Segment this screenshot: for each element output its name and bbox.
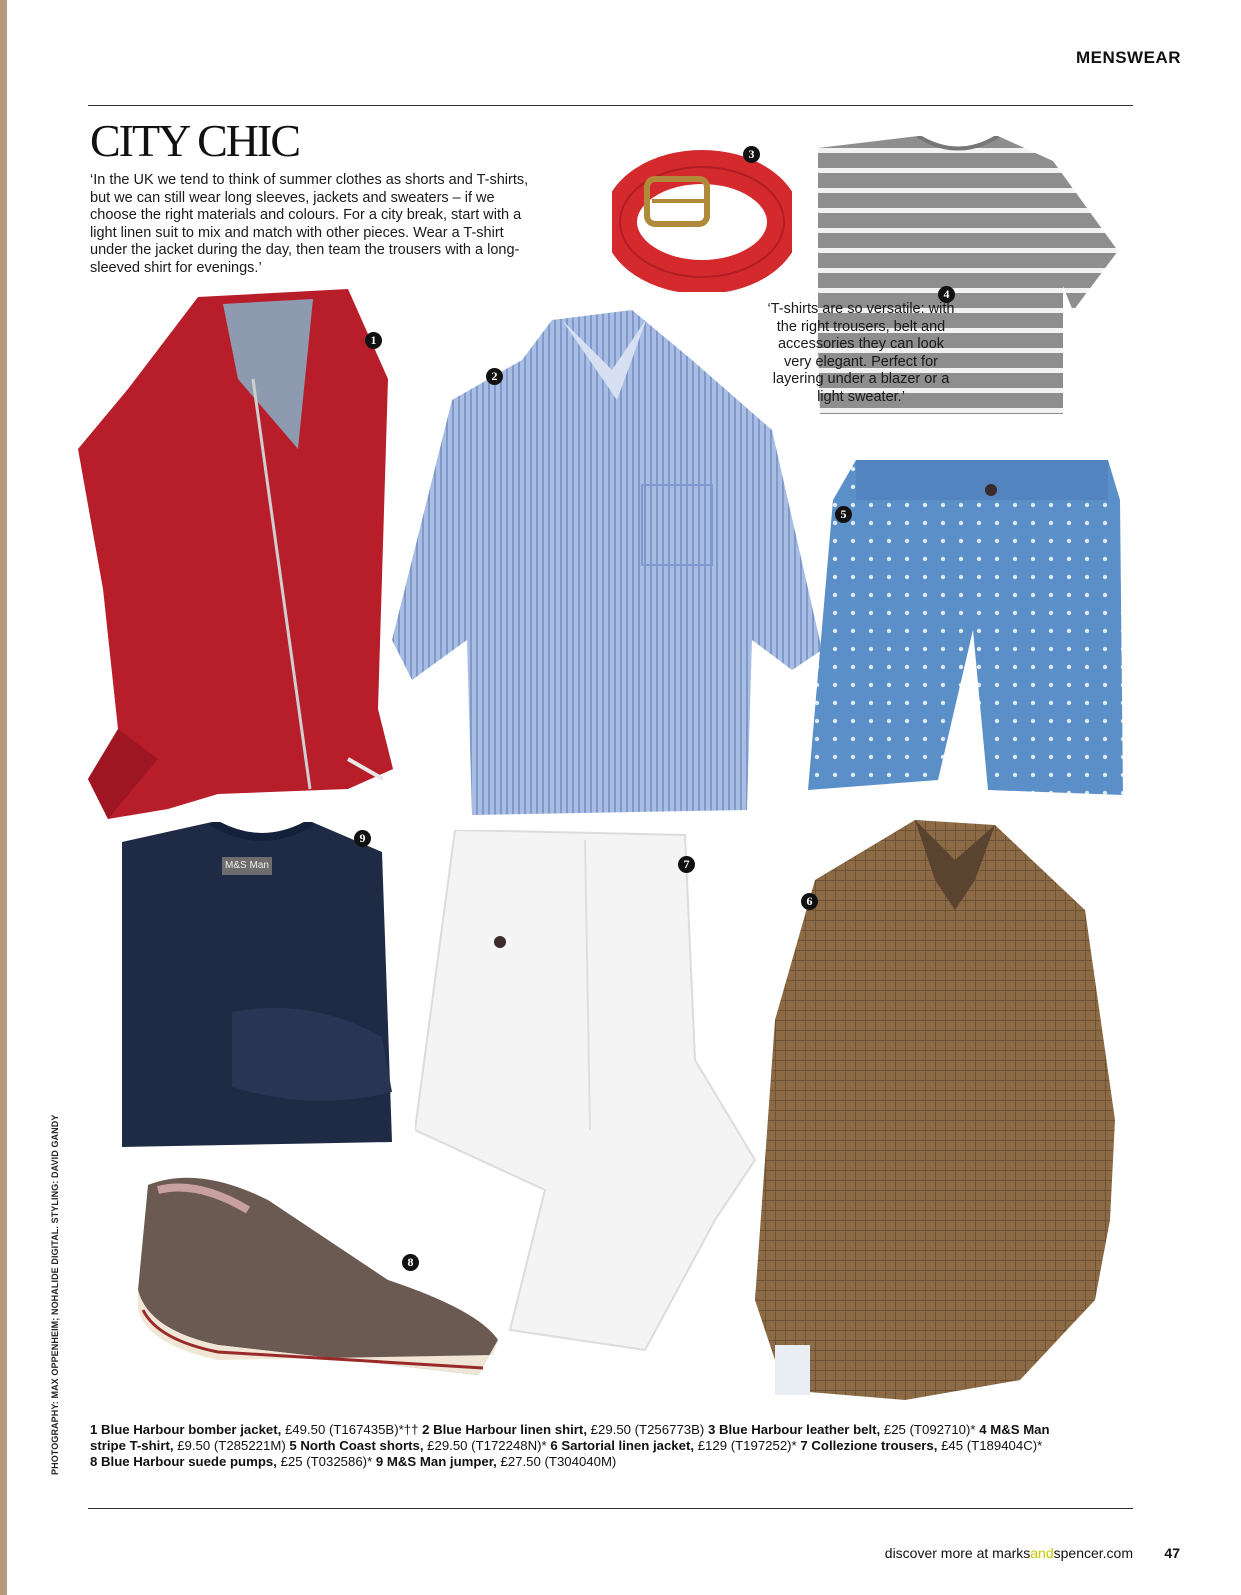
tshirt-quote: ‘T-shirts are so versatile: with the right trousers, belt and accessories they can look very elegant. Perfect for layering under a blazer or a light sweater.’ (767, 301, 955, 405)
section-label: MENSWEAR (1075, 48, 1181, 67)
bottom-divider (88, 1508, 1133, 1509)
caption-entry: 3 Blue Harbour leather belt, £25 (T092710)* (707, 1422, 976, 1437)
caption-entry: 2 Blue Harbour linen shirt, £29.50 (T256773B) (422, 1422, 705, 1437)
shorts-image (808, 460, 1123, 805)
product-number-badge: 9 (354, 830, 371, 847)
caption-entry: 4 M&S Man stripe T-shirt, £9.50 (T285221M) (90, 1422, 1050, 1453)
page-number: 47 (1164, 1545, 1180, 1561)
footer-link[interactable] (885, 1545, 1133, 1561)
caption-entry: 6 Sartorial linen jacket, £129 (T197252)* (550, 1438, 797, 1453)
product-caption (90, 1422, 1080, 1470)
product-number-badge: 1 (365, 332, 382, 349)
caption-entry: 8 Blue Harbour suede pumps, £25 (T032586)* (90, 1454, 373, 1469)
leather-belt-image (612, 137, 792, 292)
footer-discover-text: discover more at marks (884, 1545, 1031, 1561)
caption-entry: 7 Collezione trousers, £45 (T189404C)* (800, 1438, 1043, 1453)
top-divider (88, 105, 1133, 106)
product-number-badge: 8 (402, 1254, 419, 1271)
caption-entry: 9 M&S Man jumper, £27.50 (T304040M) (375, 1454, 617, 1469)
product-number-badge: 6 (801, 893, 818, 910)
jumper-tag (222, 857, 272, 875)
suede-pumps-image (138, 1170, 503, 1380)
linen-shirt-image (392, 310, 824, 824)
spine-edge (0, 0, 7, 1595)
product-number-badge: 5 (835, 506, 852, 523)
footer-and-text: and (1030, 1545, 1054, 1561)
page-title: CITY CHIC (90, 115, 300, 166)
caption-entry: 5 North Coast shorts, £29.50 (T172248N)* (289, 1438, 547, 1453)
footer-domain-text: spencer.com (1053, 1545, 1133, 1561)
caption-entry: 1 Blue Harbour bomber jacket, £49.50 (T167435B)*†† (90, 1422, 419, 1437)
product-number-badge: 2 (486, 368, 503, 385)
bomber-jacket-image (48, 289, 398, 823)
jumper-tag-label: M&S Man (225, 860, 269, 871)
photo-credit: PHOTOGRAPHY: MAX OPPENHEIM; NOHALIDE DIGITAL. STYLING: DAVID GANDY (50, 1114, 60, 1475)
product-number-badge: 3 (743, 146, 760, 163)
product-number-badge: 4 (938, 286, 955, 303)
product-number-badge: 7 (678, 856, 695, 873)
intro-quote: ‘In the UK we tend to think of summer clothes as shorts and T-shirts, but we can still wear long sleeves, jackets and sweaters – if we choose the right materials and colours. For a city break, start with a light linen suit to mix and match with other pieces. Wear a T-shirt under the jacket during the day, then team the trousers with a long-sleeved shirt for evenings.’ (90, 172, 529, 276)
